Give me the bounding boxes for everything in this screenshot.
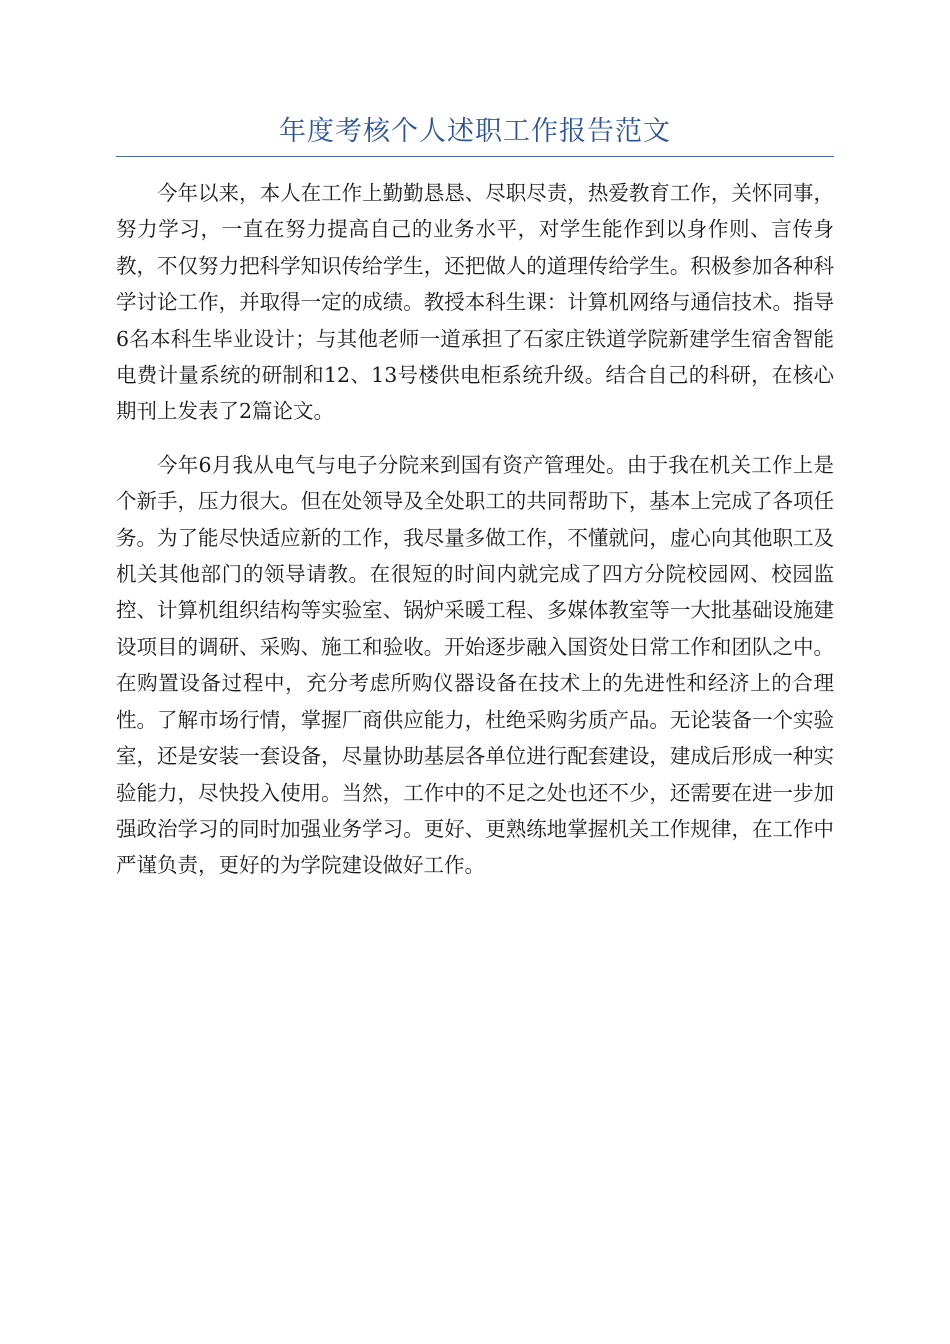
document-body	[116, 175, 834, 901]
document-title: 年度考核个人述职工作报告范文	[279, 116, 671, 147]
paragraph-1: 今年以来，本人在工作上勤勤恳恳、尽职尽责，热爱教育工作，关怀同事，努力学习，一直在努力提高自己的业务水平，对学生能作到以身作则、言传身教，不仅努力把科学知识传给学生，还把做人的道理传给学生。积极参加各种科学讨论工作，并取得一定的成绩。教授本科生课：计算机网络与通信技术。指导6名本科生毕业设计；与其他老师一道承担了石家庄铁道学院新建学生宿舍智能电费计量系统的研制和12、13号楼供电柜系统升级。结合自己的科研，在核心期刊上发表了2篇论文。	[116, 181, 834, 424]
paragraph-2: 今年6月我从电气与电子分院来到国有资产管理处。由于我在机关工作上是个新手，压力很大。但在处领导及全处职工的共同帮助下，基本上完成了各项任务。为了能尽快适应新的工作，我尽量多做工作，不懂就问，虚心向其他职工及机关其他部门的领导请教。在很短的时间内就完成了四方分院校园网、校园监控、计算机组织结构等实验室、锅炉采暖工程、多媒体教室等一大批基础设施建设项目的调研、采购、施工和验收。开始逐步融入国资处日常工作和团队之中。在购置设备过程中，充分考虑所购仪器设备在技术上的先进性和经济上的合理性。了解市场行情，掌握厂商供应能力，杜绝采购劣质产品。无论装备一个实验室，还是安装一套设备，尽量协助基层各单位进行配套建设，建成后形成一种实验能力，尽快投入使用。当然，工作中的不足之处也还不少，还需要在进一步加强政治学习的同时加强业务学习。更好、更熟练地掌握机关工作规律，在工作中严谨负责，更好的为学院建设做好工作。	[116, 452, 834, 878]
title-block	[116, 112, 834, 157]
